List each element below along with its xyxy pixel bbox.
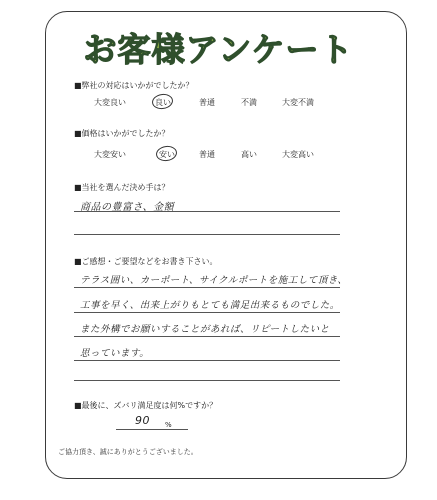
- handwritten-satisfaction-value: 90: [135, 414, 150, 427]
- option-expensive: 高い: [241, 150, 257, 159]
- answer-line: [74, 336, 340, 337]
- question-reason-label: ■当社を選んだ決め手は？: [74, 183, 170, 192]
- handwritten-comment-line: また外構でお願いすることがあれば、リピートしたいと: [80, 324, 330, 335]
- question-comments-label: ■ご感想・ご要望などをお書き下さい。: [74, 257, 218, 266]
- question-satisfaction-label: ■最後に、ズバリ満足度は何%ですか？: [74, 401, 218, 410]
- answer-line: [74, 312, 340, 313]
- option-very-cheap: 大変安い: [94, 150, 126, 159]
- handwritten-comment-line: 思っています。: [80, 348, 150, 359]
- handwritten-reason-answer: 商品の豊富さ、金額: [80, 202, 175, 213]
- option-good: 良い: [155, 98, 171, 107]
- survey-title: お客様アンケート: [83, 30, 354, 69]
- thank-you-footer: ご協力頂き、誠にありがとうございました。: [58, 448, 198, 456]
- handwritten-comment-line: 工事を早く、出来上がりもとても満足出来るものでした。: [80, 300, 340, 311]
- percent-unit: %: [165, 421, 172, 429]
- option-very-good: 大変良い: [94, 98, 126, 107]
- option-very-dissatisfied: 大変不満: [282, 98, 314, 107]
- answer-line: [74, 211, 340, 212]
- answer-line: [74, 234, 340, 235]
- question-price-label: ■価格はいかがでしたか？: [74, 129, 170, 138]
- satisfaction-answer-line: [116, 429, 188, 430]
- question-service-label: ■弊社の対応はいかがでしたか？: [74, 81, 194, 90]
- option-average: 普通: [199, 98, 215, 107]
- option-average-price: 普通: [199, 150, 215, 159]
- option-very-expensive: 大変高い: [282, 150, 314, 159]
- answer-line: [74, 360, 340, 361]
- handwritten-comment-line: テラス囲い、カーポート、サイクルポートを施工して頂き、: [80, 275, 348, 286]
- option-cheap: 安い: [159, 150, 175, 159]
- answer-line: [74, 380, 340, 381]
- answer-line: [74, 287, 340, 288]
- option-dissatisfied: 不満: [241, 98, 257, 107]
